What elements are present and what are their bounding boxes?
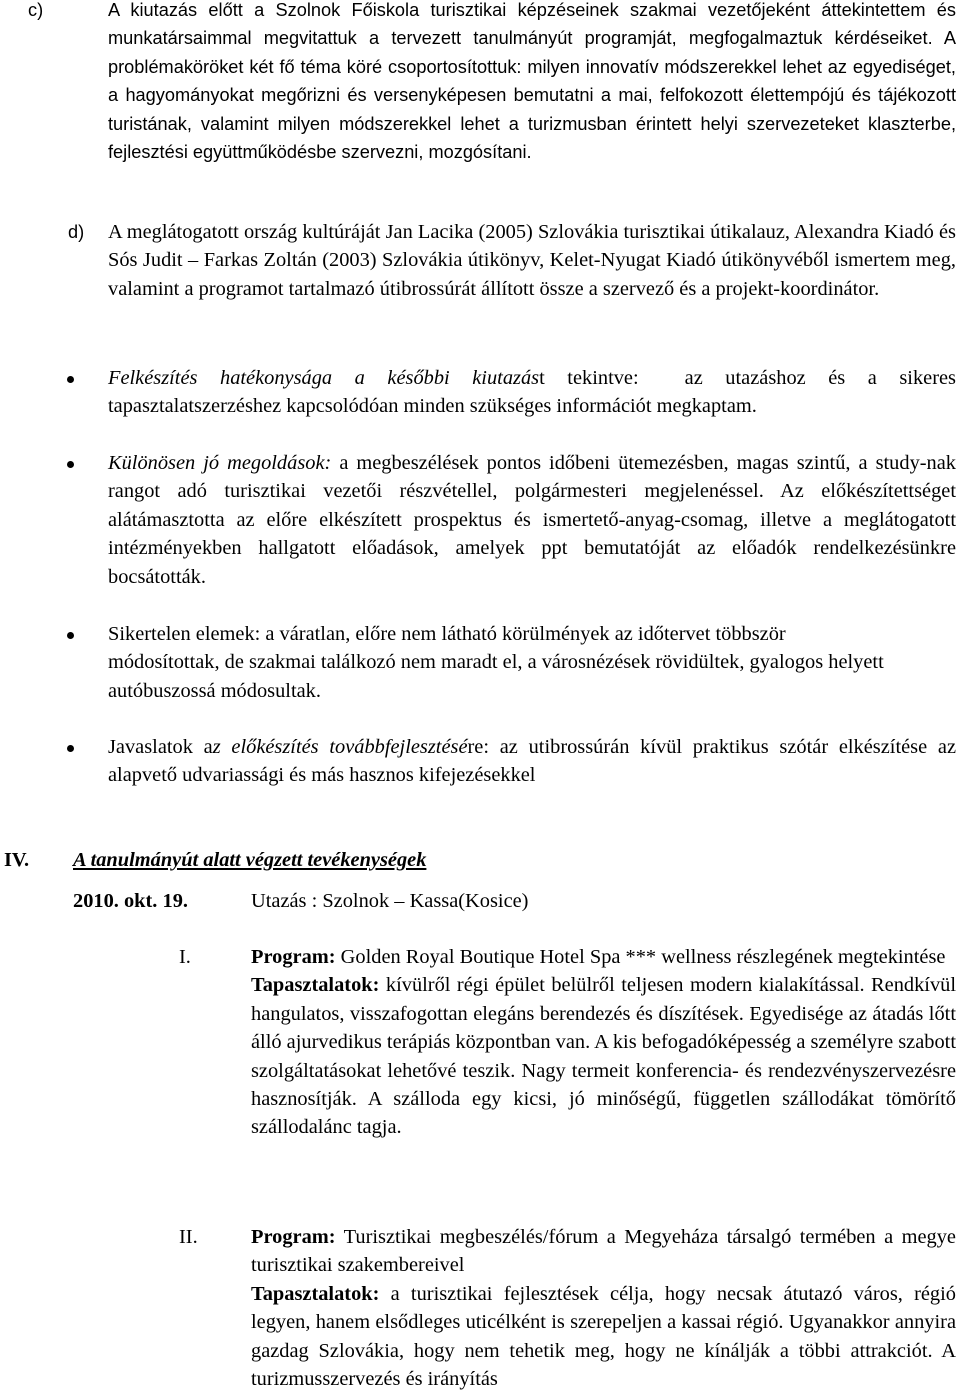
- bullet-paragraph: [108, 364, 956, 421]
- section-d: [28, 218, 956, 303]
- program-number: II.: [179, 1226, 198, 1248]
- program-text: Golden Royal Boutique Hotel Spa *** wellness részlegének megtekintése: [340, 946, 946, 968]
- section-iv-number: IV.: [4, 849, 30, 871]
- bullet-2-lead: Különösen jó megoldások:: [108, 452, 332, 474]
- program-text: Turisztikai megbeszélés/fórum a Megyeháza társalgó termében a megye turisztikai szakembereivel: [251, 1226, 956, 1277]
- program-line: [251, 943, 951, 971]
- experience-line: [251, 1280, 956, 1393]
- program-number: I.: [179, 946, 191, 968]
- program-label: Program:: [251, 946, 336, 968]
- section-iv-title: A tanulmányút alatt végzett tevékenységek: [73, 849, 427, 871]
- section-c: [28, 0, 956, 166]
- bullet-item-preparation: [0, 364, 956, 421]
- bullet-icon: [67, 376, 74, 383]
- bullet-item-good-solutions: [0, 449, 956, 591]
- section-c-text: A kiutazás előtt a Szolnok Főiskola turisztikai képzéseinek szakmai vezetőjeként áttekintettem és munkatársaimmal megvitattuk a tervezett tanulmányút programját, megfogalmaztuk kérdéseiket. A problémaköröket két fő téma köré csoportosítottuk: milyen innovatív módszerekkel lehet az egyediséget, a hagyományokat megőrizni és versenyképesen bemutatni a mai, felfokozott élettempójú és tájékozott turistának, valamint milyen módszerekkel lehet a turizmusban érintett helyi szervezeteket klaszterbe, fejlesztési együttműködésbe szervezni, mozgósítani.: [108, 0, 956, 163]
- bullet-paragraph: [108, 733, 956, 790]
- section-d-label: d): [68, 222, 85, 242]
- section-d-text: A meglátogatott ország kultúráját Jan Lacika (2005) Szlovákia turisztikai útikalauz, Alexandra Kiadó és Sós Judit – Farkas Zoltán (2003) Szlovákia útikönyv, Kelet-Nyugat Kiadó útikönyvéből ismertem meg, valamint a programot tartalmazó útibrossúrát állított össze a szervező és a projekt-koordinátor.: [108, 221, 956, 300]
- bullet-paragraph: [108, 620, 956, 705]
- bullet-1-mid: t tekintve:: [539, 367, 639, 389]
- section-c-label: c): [28, 0, 44, 20]
- bullet-1-lead: Felkészítés hatékonysága a későbbi kiutazás: [108, 367, 540, 389]
- bullet-item-failures: [0, 620, 956, 705]
- experience-text: kívülről régi épület belülről teljesen modern kialakítással. Rendkívül hangulatos, visszafogottan elegáns berendezés és díszítések. Egyedisége az átadás lőtt álló ajurvedikus terápiás központban van. A kis befogadóképesség a személyre szabott szolgáltatásokat lehetővé teszik. Nagy termeit konferencia- és rendezvényszervezésre hasznosítják. A szálloda egy kicsi, jó minőségű, független szállodákat tömörítő szállodalánc tagja.: [251, 974, 956, 1139]
- program-body: [251, 943, 956, 1142]
- bullet-icon: [67, 461, 74, 468]
- bullet-2-rest: a megbeszélések pontos időbeni ütemezésben, magas szintű, a study-nak rangot adó turisztikai vezetői részvétellel, polgármesteri megjelenéssel. Az előkészítettséget alátámasztotta az előre elkészített prospektus és ismertető-anyag-csomag, illetve a meglátogatott intézményekben hallgatott előadások, amelyek ppt bemutatóját az előadók rendelkezésünkre bocsátották.: [108, 452, 956, 588]
- trip-date: 2010. okt. 19.: [73, 890, 188, 912]
- bullet-1-rest: az utazáshoz és a sikeres tapasztalatszerzéshez kapcsolódóan minden szükséges információt megkaptam.: [108, 367, 956, 418]
- bullet-item-suggestions: [0, 733, 956, 790]
- program-label: Program:: [251, 1226, 336, 1248]
- bullet-3-text: Sikertelen elemek: a váratlan, előre nem látható körülmények az időtervet többször módosítottak, de szakmai találkozó nem maradt el, a városnézések rövidültek, gyalogos helyett autóbuszossá módosultak.: [108, 623, 884, 702]
- trip-route: Utazás : Szolnok – Kassa(Kosice): [251, 890, 529, 912]
- bullet-4-rest: re: az utibrossúrán kívül praktikus szótár elkészítése az alapvető udvariassági és más hasznos kifejezésekkel: [108, 736, 956, 787]
- bullet-4-pre: Javaslatok a: [108, 736, 213, 758]
- program-body: [251, 1223, 956, 1393]
- program-line: [251, 1223, 956, 1280]
- experience-label: Tapasztalatok:: [251, 1282, 380, 1305]
- experience-label: Tapasztalatok:: [251, 974, 380, 997]
- experience-text: a turisztikai fejlesztések célja, hogy necsak átutazó város, régió legyen, hanem elsődleges uticélként is szerepeljen a kassai régió. Ugyanakkor annyira gazdag Szlovákia, hogy nem tehetik meg, hogy ne kínálják a többi attrakciót. A turizmusszervezés és irányítás: [251, 1282, 956, 1391]
- bullet-4-lead: z előkészítés továbbfejlesztésé: [212, 736, 468, 758]
- bullet-paragraph: [108, 449, 956, 591]
- bullet-icon: [67, 745, 74, 752]
- experience-line: [251, 971, 956, 1141]
- bullet-icon: [67, 632, 74, 639]
